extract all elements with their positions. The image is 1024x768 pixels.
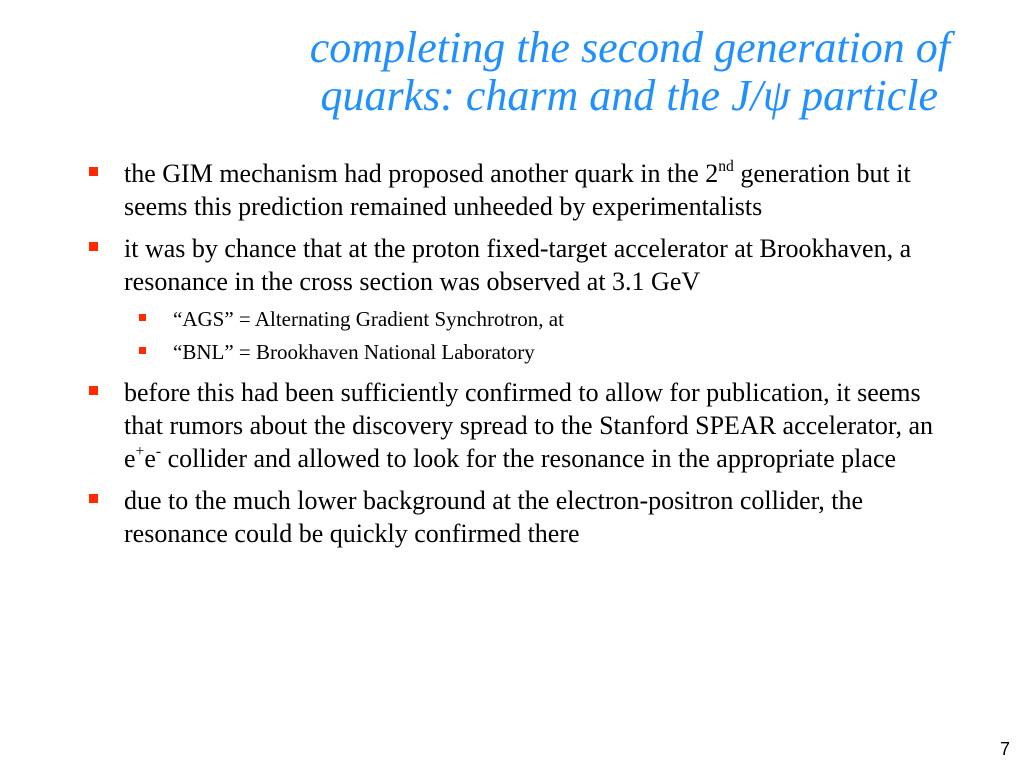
square-bullet-icon bbox=[89, 386, 98, 395]
square-bullet-icon bbox=[139, 347, 146, 354]
bullet-item-spear bbox=[0, 376, 1024, 475]
page-number: 7 bbox=[999, 739, 1010, 759]
square-bullet-icon bbox=[89, 494, 98, 503]
slide-title-line-1: completing the second generation of bbox=[309, 23, 950, 72]
bullet-text: before this had been sufficiently confirmed to allow for publication, it seems that rumors about the discovery spread to the Stanford SPEAR accelerator, an e bbox=[124, 378, 934, 473]
sub-bullet-text: “BNL” = Brookhaven National Laboratory bbox=[173, 340, 535, 364]
bullet-item-gim bbox=[0, 157, 1024, 223]
bullet-text: the GIM mechanism had proposed another quark in the 2 bbox=[124, 159, 719, 188]
sub-bullet-item-bnl bbox=[173, 337, 934, 367]
slide-title-line-2: quarks: charm and the J/ψ particle bbox=[320, 71, 938, 120]
slide-title bbox=[150, 24, 950, 120]
bullet-text-continued: generation but it seems this prediction remained unheeded by experimentalists bbox=[124, 159, 911, 221]
bullet-text-electron: e bbox=[144, 444, 156, 473]
superscript-nd: nd bbox=[718, 158, 734, 176]
superscript-minus: - bbox=[155, 443, 162, 461]
bullet-item-confirmed bbox=[0, 484, 1024, 550]
bullet-text: due to the much lower background at the electron-positron collider, the resonance could be quickly confirmed there bbox=[124, 486, 863, 548]
sub-bullet-text: “AGS” = Alternating Gradient Synchrotron, at bbox=[173, 307, 564, 331]
square-bullet-icon bbox=[139, 314, 146, 321]
superscript-plus: + bbox=[135, 443, 145, 461]
sub-bullet-item-ags bbox=[173, 304, 934, 334]
bullet-list bbox=[0, 157, 1024, 559]
square-bullet-icon bbox=[89, 242, 98, 251]
bullet-text: it was by chance that at the proton fixed-target accelerator at Brookhaven, a resonance in the cross section was observed at 3.1 GeV bbox=[124, 234, 912, 296]
bullet-text-continued: collider and allowed to look for the resonance in the appropriate place bbox=[161, 444, 897, 473]
bullet-item-brookhaven bbox=[0, 232, 1024, 367]
sub-bullet-list bbox=[124, 304, 934, 367]
square-bullet-icon bbox=[89, 167, 98, 176]
